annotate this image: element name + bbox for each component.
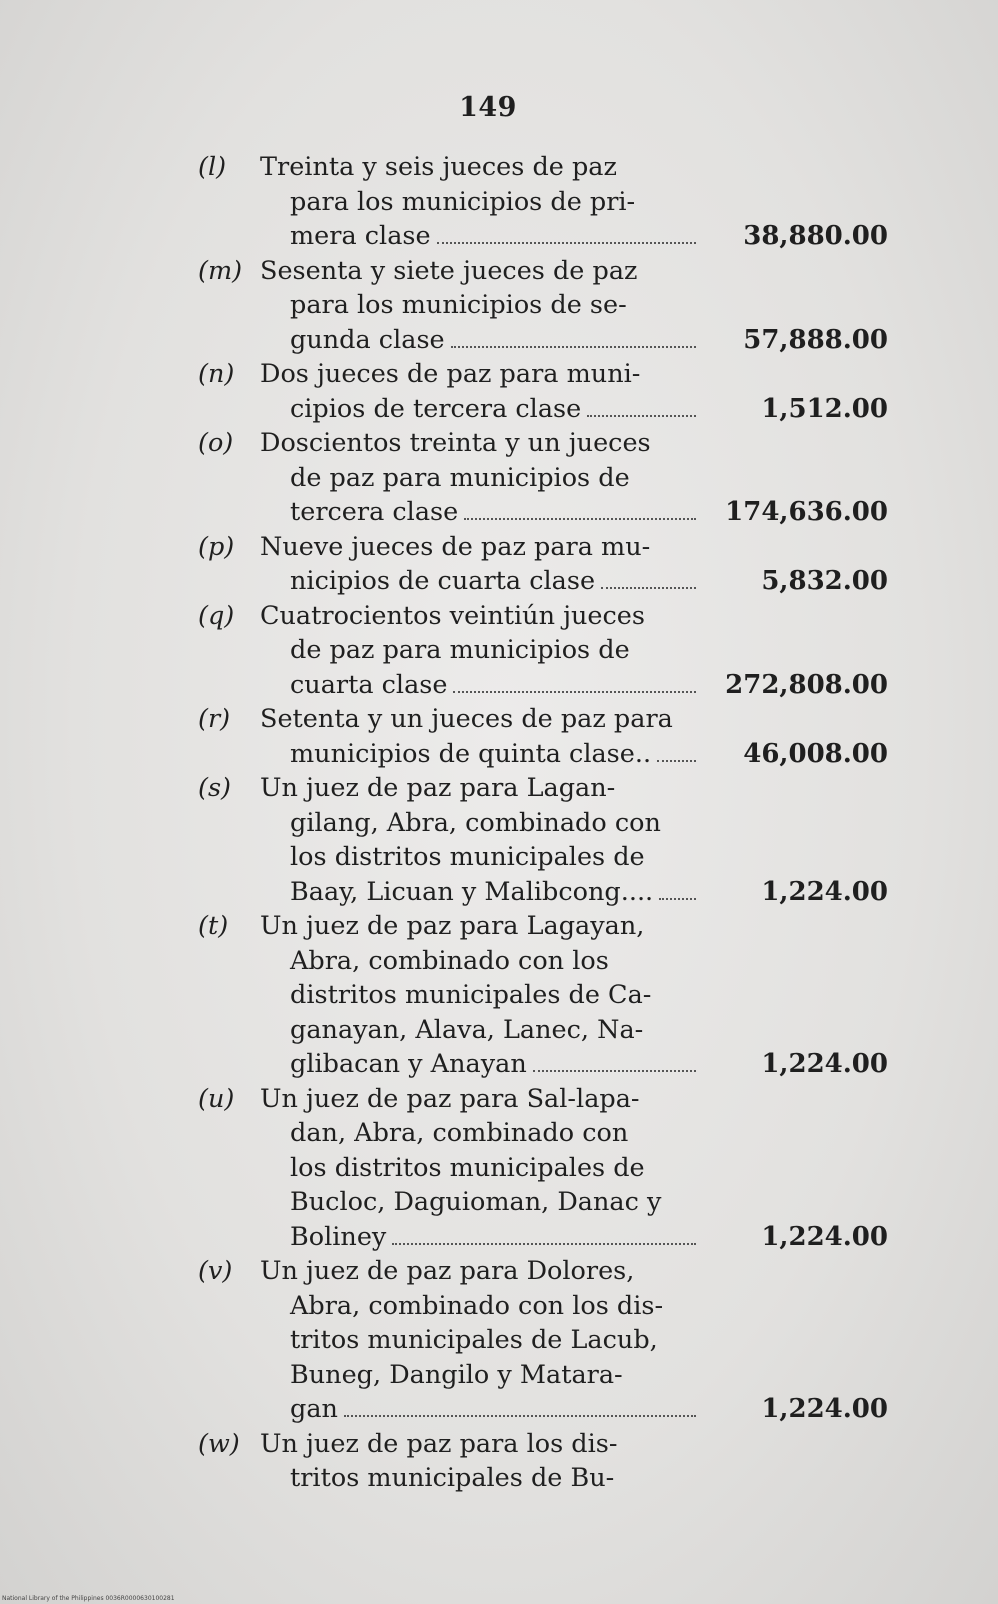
dot-leader (657, 759, 696, 762)
entry-amount: 57,888.00 (743, 324, 888, 355)
entry-line (198, 599, 698, 634)
entry-line (198, 1047, 698, 1082)
entry-text: para los municipios de pri- (290, 186, 636, 217)
entry-line (198, 426, 698, 461)
entry-amount: 5,832.00 (761, 566, 888, 596)
entry-line (198, 633, 698, 668)
appropriation-entry (198, 426, 908, 530)
entry-line (198, 1358, 698, 1393)
entry-text: Setenta y un jueces de paz para (260, 704, 673, 734)
entry-amount: 174,636.00 (725, 497, 888, 527)
entry-text: Dos jueces de paz para muni- (260, 359, 641, 389)
entry-amount: 1,224.00 (761, 1394, 888, 1424)
appropriation-entry (198, 771, 908, 909)
entry-line (198, 1185, 698, 1220)
entry-text: gan (290, 1394, 338, 1424)
entry-text: tritos municipales de Bu- (290, 1463, 615, 1493)
entry-text: mera clase (290, 221, 431, 251)
entry-line (198, 1151, 698, 1186)
entry-text: Un juez de paz para Lagan- (260, 773, 616, 803)
entry-label: (l) (198, 152, 227, 182)
appropriation-entry (198, 530, 908, 599)
entry-text: para los municipios de se- (290, 290, 627, 320)
entry-text: Abra, combinado con los (290, 945, 609, 976)
entry-text: Buneg, Dangilo y Matara- (290, 1359, 623, 1390)
entry-text: dan, Abra, combinado con (290, 1118, 629, 1148)
entry-text: tritos municipales de Lacub, (290, 1325, 658, 1355)
entry-line (198, 495, 698, 530)
entry-label: (q) (198, 600, 235, 631)
dot-leader (587, 414, 696, 417)
page-number: 149 (459, 92, 517, 123)
dot-leader (392, 1242, 696, 1245)
entry-line (198, 1392, 698, 1427)
entry-label: (u) (198, 1083, 235, 1114)
entry-text: gunda clase (290, 324, 445, 355)
entry-line (198, 1220, 698, 1255)
entry-text: gilang, Abra, combinado con (290, 807, 661, 838)
entry-line (198, 1116, 698, 1151)
entry-text: Doscientos treinta y un jueces (260, 428, 651, 458)
entry-line (198, 702, 698, 737)
entry-text: cipios de tercera clase (290, 393, 582, 424)
entry-text: nicipios de cuarta clase (290, 566, 596, 596)
dot-leader (464, 517, 696, 520)
entry-label: (p) (198, 531, 235, 562)
appropriation-entry (198, 254, 908, 358)
entry-text: glibacan y Anayan (290, 1049, 527, 1079)
entry-line (198, 1082, 698, 1117)
entry-amount: 46,008.00 (743, 738, 888, 769)
entry-line (198, 806, 698, 841)
entry-text: Sesenta y siete jueces de paz (260, 255, 638, 286)
entry-text: Nueve jueces de paz para mu- (260, 531, 651, 562)
appropriation-entry (198, 1254, 908, 1427)
entry-text: los distritos municipales de (290, 842, 645, 872)
entry-text: Abra, combinado con los dis- (290, 1290, 664, 1321)
entry-text: Un juez de paz para Dolores, (260, 1256, 635, 1286)
appropriation-entry (198, 702, 908, 771)
entry-line (198, 254, 698, 289)
entry-line (198, 1461, 698, 1496)
entry-text: Baay, Licuan y Malibcong.... (290, 876, 654, 907)
entry-text: los distritos municipales de (290, 1152, 645, 1183)
entry-line (198, 150, 698, 185)
entry-text: cuarta clase (290, 669, 448, 700)
entry-text: municipios de quinta clase.. (290, 738, 652, 769)
appropriation-entry (198, 150, 908, 254)
entry-text: Cuatrocientos veintiún jueces (260, 600, 645, 631)
entry-text: ganayan, Alava, Lanec, Na- (290, 1014, 644, 1045)
entry-label: (m) (198, 255, 243, 286)
entry-text: Treinta y seis jueces de paz (260, 152, 617, 182)
entry-label: (o) (198, 428, 234, 458)
entry-line (198, 668, 698, 703)
entry-line (198, 392, 698, 427)
entry-line (198, 771, 698, 806)
entry-line (198, 840, 698, 875)
entry-line (198, 1323, 698, 1358)
entry-text: de paz para municipios de (290, 462, 630, 493)
entry-line (198, 219, 698, 254)
entry-text: distritos municipales de Ca- (290, 980, 652, 1010)
entry-line (198, 530, 698, 565)
entry-line (198, 357, 698, 392)
entry-label: (n) (198, 359, 235, 389)
entry-text: Bucloc, Daguioman, Danac y (290, 1187, 662, 1217)
entry-line (198, 323, 698, 358)
dot-leader (601, 586, 696, 589)
appropriation-entry (198, 1082, 908, 1255)
dot-leader (344, 1414, 696, 1417)
entry-text: Un juez de paz para Sal-lapa- (260, 1083, 640, 1114)
entry-amount: 1,512.00 (761, 393, 888, 424)
entry-label: (s) (198, 773, 231, 803)
entry-text: tercera clase (290, 497, 459, 527)
appropriation-entry (198, 909, 908, 1082)
entry-line (198, 564, 698, 599)
entry-line (198, 185, 698, 220)
entry-line (198, 1289, 698, 1324)
entry-amount: 272,808.00 (725, 669, 888, 700)
appropriation-entry (198, 357, 908, 426)
entry-line (198, 1254, 698, 1289)
appropriation-entry (198, 599, 908, 703)
entry-label: (r) (198, 704, 231, 734)
entry-line (198, 909, 698, 944)
entry-label: (w) (198, 1428, 240, 1459)
entry-line (198, 1013, 698, 1048)
dot-leader (437, 241, 696, 244)
entry-line (198, 978, 698, 1013)
entry-amount: 1,224.00 (761, 1049, 888, 1079)
entry-line (198, 1427, 698, 1462)
appropriation-entry (198, 1427, 908, 1496)
entry-label: (v) (198, 1256, 233, 1286)
entry-text: Boliney (290, 1221, 387, 1252)
entry-line (198, 737, 698, 772)
entry-text: Un juez de paz para los dis- (260, 1428, 618, 1459)
dot-leader (451, 345, 696, 348)
entry-label: (t) (198, 911, 229, 941)
entry-amount: 38,880.00 (743, 221, 888, 251)
entry-line (198, 288, 698, 323)
entry-line (198, 944, 698, 979)
appropriation-list (198, 150, 908, 1496)
entry-amount: 1,224.00 (761, 876, 888, 907)
entry-amount: 1,224.00 (761, 1221, 888, 1252)
dot-leader (659, 897, 696, 900)
entry-text: Un juez de paz para Lagayan, (260, 911, 645, 941)
dot-leader (533, 1069, 696, 1072)
dot-leader (453, 690, 696, 693)
scan-footer: National Library of the Philippines 0036R0000630100281 (2, 1595, 175, 1602)
entry-line (198, 461, 698, 496)
entry-text: de paz para municipios de (290, 635, 630, 665)
entry-line (198, 875, 698, 910)
